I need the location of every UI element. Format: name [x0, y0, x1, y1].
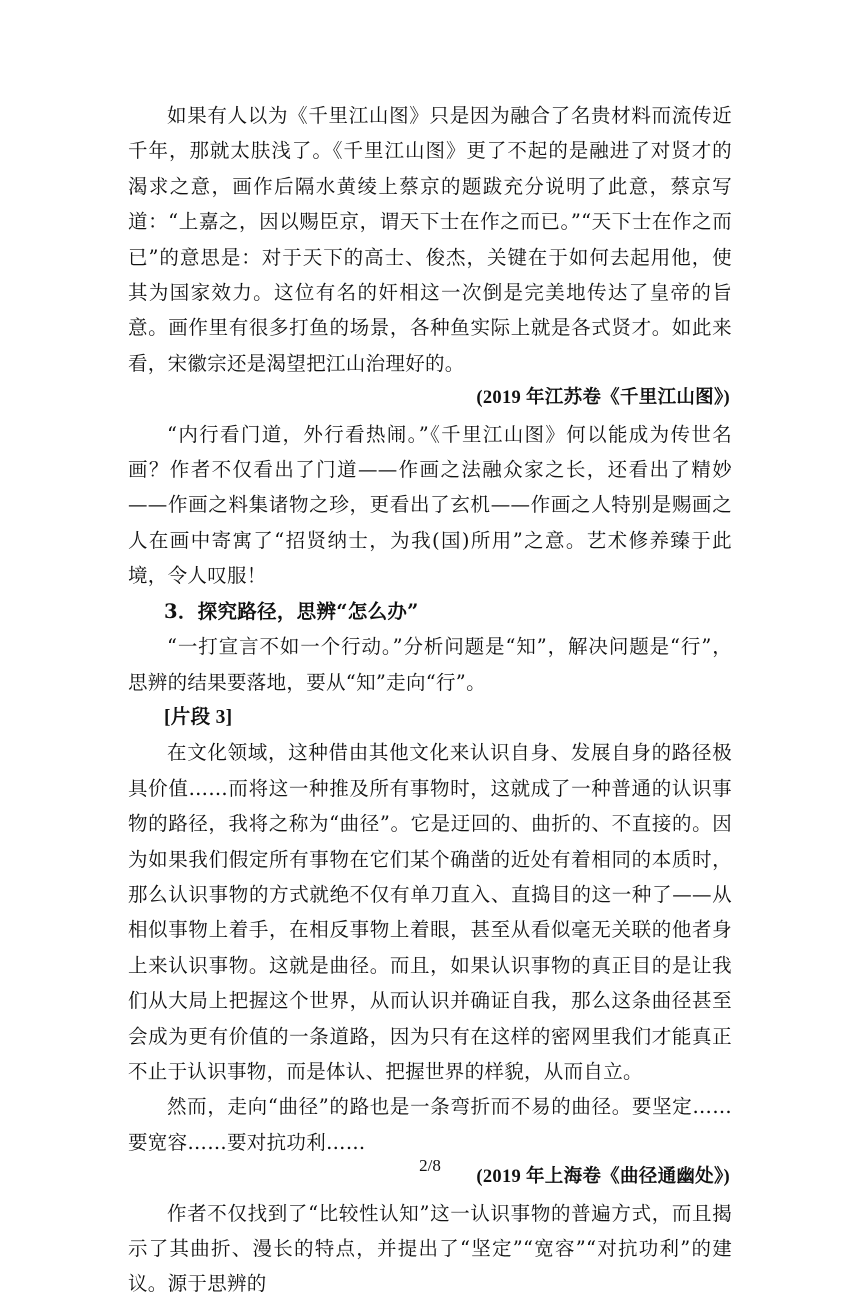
section-heading-3: 3．探究路径，思辨“怎么办” [164, 599, 419, 623]
document-body [128, 98, 732, 1302]
fragment-label-3: [片段 3] [164, 706, 233, 728]
paragraph-commentary-1: “内行看门道，外行看热闹。”《千里江山图》何以能成为传世名画？作者不仅看出了门道——作画之法融众家之长，还看出了精妙——作画之料集诸物之珍，更看出了玄机——作画之人特别是赐画之人在画中寄寓了“招贤纳士，为我(国)所用”之意。艺术修养臻于此境，令人叹服！ [128, 422, 732, 588]
paragraph-intro-action: “一打宣言不如一个行动。”分析问题是“知”，解决问题是“行”，思辨的结果要落地，要从“知”走向“行”。 [128, 635, 732, 694]
page-number: 2/8 [419, 1156, 441, 1175]
paragraph-quyjing-excerpt: 在文化领域，这种借由其他文化来认识自身、发展自身的路径极具价值……而将这一种推及所有事物时，这就成了一种普通的认识事物的路径，我将之称为“曲径”。它是迂回的、曲折的、不直接的。因为如果我们假定所有事物在它们某个确凿的近处有着相同的本质时，那么认识事物的方式就绝不仅有单刀直入、直捣目的这一种了——从相似事物上着手，在相反事物上着眼，甚至从看似毫无关联的他者身上来认识事物。这就是曲径。而且，如果认识事物的真正目的是让我们从大局上把握这个世界，从而认识并确证自我，那么这条曲径甚至会成为更有价值的一条道路，因为只有在这样的密网里我们才能真正不止于认识事物，而是体认、把握世界的样貌，从而自立。 [128, 741, 732, 1083]
paragraph-commentary-2: 作者不仅找到了“比较性认知”这一认识事物的普遍方式，而且揭示了其曲折、漫长的特点，并提出了“坚定”“宽容”“对抗功利”的建议。源于思辨的 [128, 1201, 732, 1296]
paragraph-qianli-analysis: 如果有人以为《千里江山图》只是因为融合了名贵材料而流传近千年，那就太肤浅了。《千里江山图》更了不起的是融进了对贤才的渴求之意，画作后隔水黄绫上蔡京的题跋充分说明了此意，蔡京写道：“上嘉之，因以赐臣京，谓天下士在作之而已。”“天下士在作之而已”的意思是：对于天下的高士、俊杰，关键在于如何去起用他，使其为国家效力。这位有名的奸相这一次倒是完美地传达了皇帝的旨意。画作里有很多打鱼的场景，各种鱼实际上就是各式贤才。如此来看，宋徽宗还是渴望把江山治理好的。 [128, 104, 732, 375]
source-citation-shanghai: (2019 年上海卷《曲径通幽处》) [476, 1167, 730, 1188]
paragraph-quyjing-continue: 然而，走向“曲径”的路也是一条弯折而不易的曲径。要坚定……要宽容……要对抗功利…… [128, 1095, 732, 1154]
source-citation-jiangsu: (2019 年江苏卷《千里江山图》) [476, 388, 730, 409]
